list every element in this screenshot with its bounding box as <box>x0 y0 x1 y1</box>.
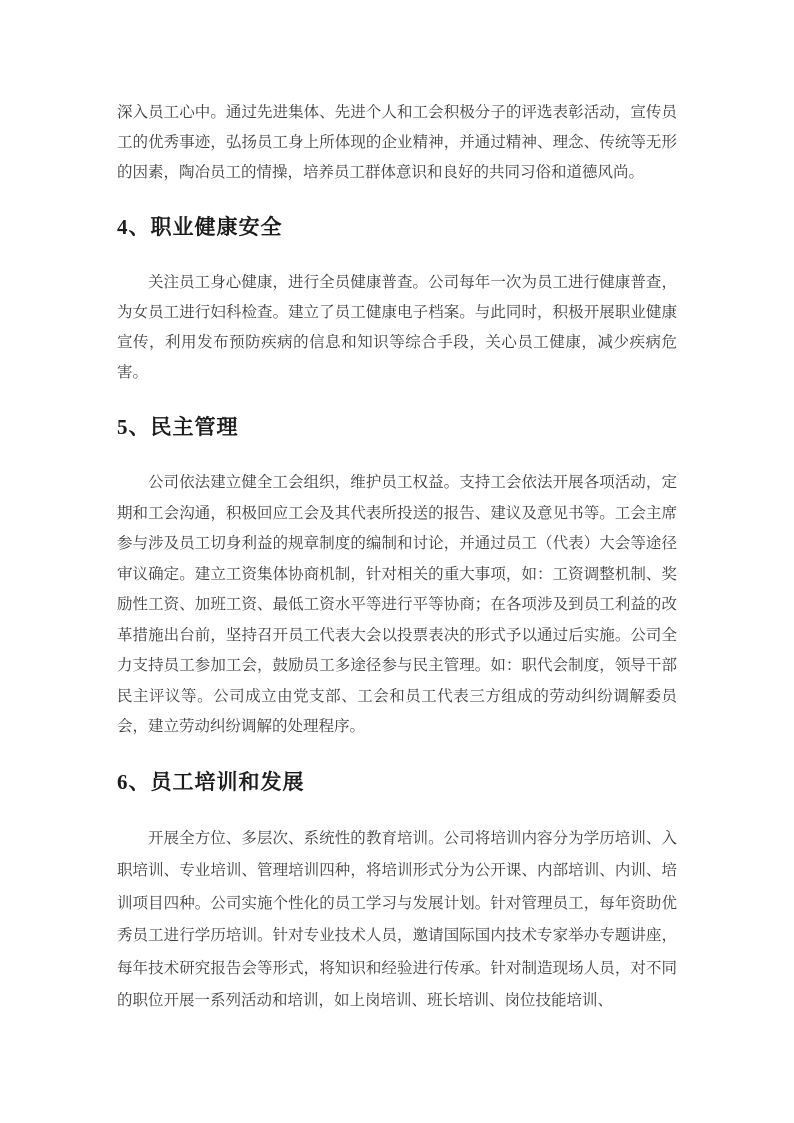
continuation-paragraph: 深入员工心中。通过先进集体、先进个人和工会积极分子的评选表彰活动，宣传员工的优秀事迹，弘扬员工身上所体现的企业精神，并通过精神、理念、传统等无形的因素，陶冶员工的情操，培养员工群体意识和良好的共同习俗和道德风尚。 <box>117 104 677 181</box>
section-6-paragraph: 开展全方位、多层次、系统性的教育培训。公司将培训内容分为学历培训、入职培训、专业培训、管理培训四种，将培训形式分为公开课、内部培训、内训、培训项目四种。公司实施个性化的员工学习与发展计划。针对管理员工，每年资助优秀员工进行学历培训。针对专业技术人员，邀请国际国内技术专家举办专题讲座，每年技术研究报告会等形式，将知识和经验进行传承。针对制造现场人员，对不同的职位开展一系列活动和培训，如上岗培训、班长培训、岗位技能培训、 <box>117 829 677 1009</box>
section-6-heading: 6、员工培训和发展 <box>117 769 305 794</box>
section-4-paragraph: 关注员工身心健康，进行全员健康普查。公司每年一次为员工进行健康普查，为女员工进行妇科检查。建立了员工健康电子档案。与此同时，积极开展职业健康宣传，利用发布预防疾病的信息和知识等综合手段，关心员工健康，减少疾病危害。 <box>117 274 677 381</box>
section-5-heading: 5、民主管理 <box>117 415 239 439</box>
section-4-heading: 4、职业健康安全 <box>117 215 283 239</box>
section-5-paragraph: 公司依法建立健全工会组织，维护员工权益。支持工会依法开展各项活动，定期和工会沟通，积极回应工会及其代表所投送的报告、建议及意见书等。工会主席参与涉及员工切身利益的规章制度的编制和讨论，并通过员工（代表）大会等途径审议确定。建立工资集体协商机制，针对相关的重大事项，如：工资调整机制、奖励性工资、加班工资、最低工资水平等进行平等协商；在各项涉及到员工利益的改革措施出台前，坚持召开员工代表大会以投票表决的形式予以通过后实施。公司全力支持员工参加工会，鼓励员工多途径参与民主管理。如：职代会制度，领导干部民主评议等。公司成立由党支部、工会和员工代表三方组成的劳动纠纷调解委员会，建立劳动纠纷调解的处理程序。 <box>117 474 677 735</box>
